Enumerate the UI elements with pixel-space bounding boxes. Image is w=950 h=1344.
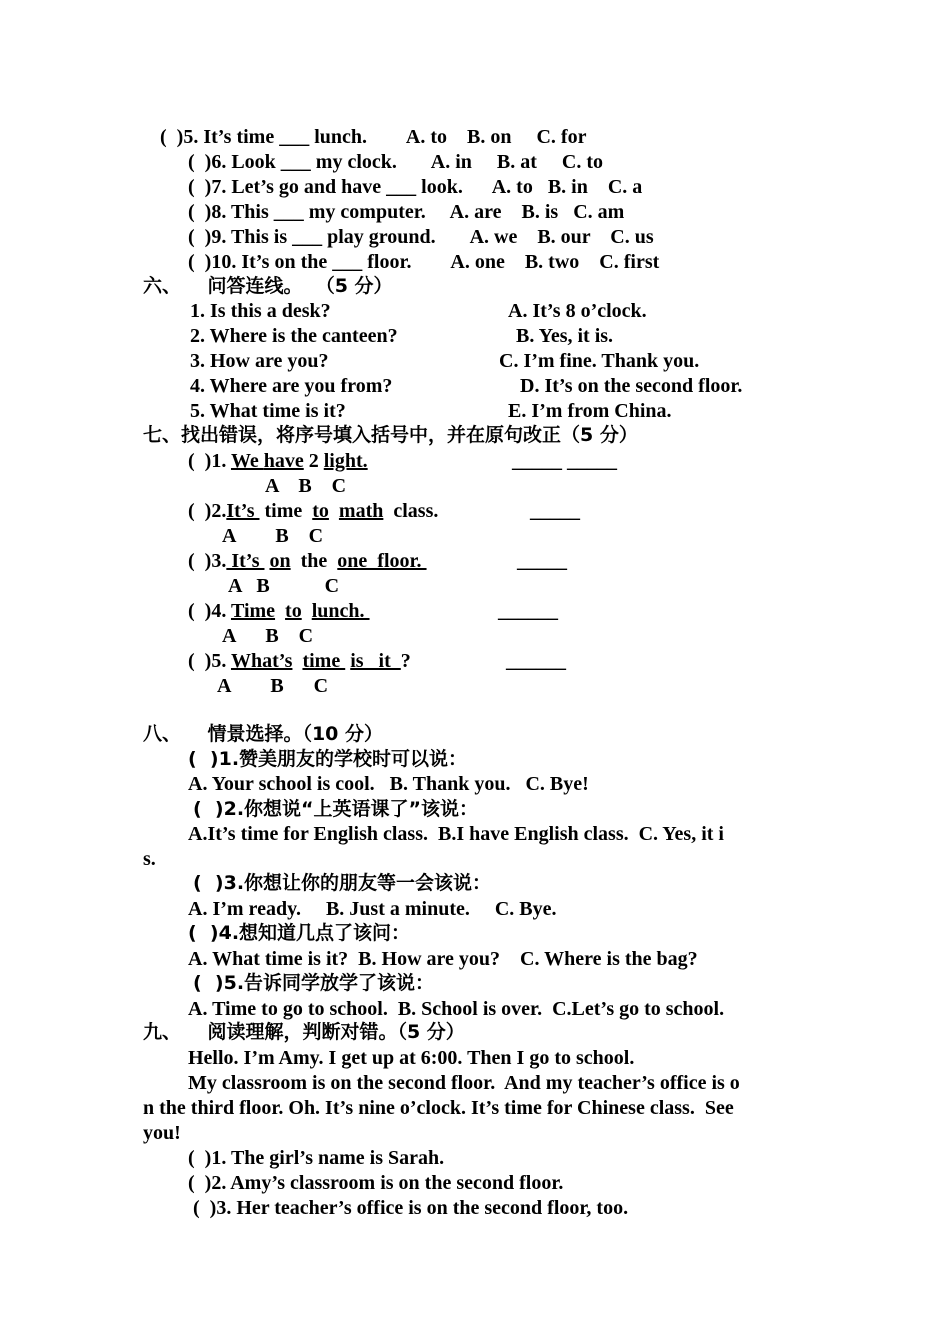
s7-q2: ( )2.It’s time to math class.	[188, 500, 439, 522]
s8-q4: ( )4.想知道几点了该问：	[188, 922, 411, 944]
s7-q4: ( )4. Time to lunch.	[188, 600, 370, 622]
s7-q4-blank[interactable]: ______	[498, 600, 558, 622]
q5-line: ( )5. It’s time ___ lunch. A. to B. on C. for	[160, 126, 587, 148]
s7-q2-letters: A B C	[222, 525, 324, 547]
s8-q3: ( )3.你想让你的朋友等一会该说：	[193, 872, 492, 894]
q8-line: ( )8. This ___ my computer. A. are B. is C. am	[188, 201, 625, 223]
s8-q2: ( )2.你想说“上英语课了”该说：	[193, 798, 479, 820]
section8-heading: 八、 情景选择。（10 分）	[143, 723, 384, 745]
s7-q2-blank[interactable]: _____	[530, 500, 580, 522]
s8-q1-options: A. Your school is cool. B. Thank you. C. Bye!	[188, 773, 589, 795]
s7-q3: ( )3. It’s on the one floor.	[188, 550, 427, 572]
s6-right-b: B. Yes, it is.	[516, 325, 614, 347]
s6-left-4: 4. Where are you from?	[190, 375, 393, 397]
s7-q5: ( )5. What’s time is it ?	[188, 650, 411, 672]
s6-right-c: C. I’m fine. Thank you.	[499, 350, 700, 372]
s8-q1: ( )1.赞美朋友的学校时可以说：	[188, 748, 468, 770]
s6-right-a: A. It’s 8 o’clock.	[508, 300, 647, 322]
s7-q5-letters: A B C	[217, 675, 329, 697]
s6-right-e: E. I’m from China.	[508, 400, 672, 422]
s9-q1: ( )1. The girl’s name is Sarah.	[188, 1147, 445, 1169]
s7-q1-blank[interactable]: _____ _____	[512, 450, 617, 472]
s9-passage-3: n the third floor. Oh. It’s nine o’clock. It’s time for Chinese class. See	[143, 1097, 734, 1119]
s6-right-d: D. It’s on the second floor.	[520, 375, 743, 397]
s8-q2-options: A.It’s time for English class. B.I have English class. C. Yes, it i	[188, 823, 724, 845]
q7-line: ( )7. Let’s go and have ___ look. A. to B. in C. a	[188, 176, 643, 198]
s9-passage-4: you!	[143, 1122, 181, 1144]
s7-q3-blank[interactable]: _____	[517, 550, 567, 572]
s7-q1-letters: A B C	[265, 475, 347, 497]
s7-q4-letters: A B C	[222, 625, 314, 647]
s7-q1: ( )1. We have 2 light.	[188, 450, 368, 472]
s6-left-5: 5. What time is it?	[190, 400, 346, 422]
section9-heading: 九、 阅读理解，判断对错。（5 分）	[143, 1021, 465, 1043]
s9-passage-2: My classroom is on the second floor. And my teacher’s office is o	[188, 1072, 740, 1094]
section7-heading: 七、找出错误，将序号填入括号中，并在原句改正（5 分）	[143, 424, 638, 446]
q10-line: ( )10. It’s on the ___ floor. A. one B. two C. first	[188, 251, 660, 273]
s8-q4-options: A. What time is it? B. How are you? C. Where is the bag?	[188, 948, 698, 970]
s8-q5: ( )5.告诉同学放学了该说：	[193, 972, 435, 994]
s8-q2-options-wrap: s.	[143, 848, 156, 870]
q9-line: ( )9. This is ___ play ground. A. we B. our C. us	[188, 226, 654, 248]
s6-left-2: 2. Where is the canteen?	[190, 325, 398, 347]
s8-q3-options: A. I’m ready. B. Just a minute. C. Bye.	[188, 898, 557, 920]
section6-heading: 六、 问答连线。 （5 分）	[143, 275, 393, 297]
s9-passage-1: Hello. I’m Amy. I get up at 6:00. Then I go to school.	[188, 1047, 635, 1069]
s7-q5-blank[interactable]: ______	[506, 650, 566, 672]
s6-left-1: 1. Is this a desk?	[190, 300, 331, 322]
s6-left-3: 3. How are you?	[190, 350, 329, 372]
s9-q3: ( )3. Her teacher’s office is on the second floor, too.	[193, 1197, 629, 1219]
s7-q3-letters: A B C	[228, 575, 340, 597]
q6-line: ( )6. Look ___ my clock. A. in B. at C. to	[188, 151, 603, 173]
s9-q2: ( )2. Amy’s classroom is on the second floor.	[188, 1172, 564, 1194]
s8-q5-options: A. Time to go to school. B. School is over. C.Let’s go to school.	[188, 998, 725, 1020]
